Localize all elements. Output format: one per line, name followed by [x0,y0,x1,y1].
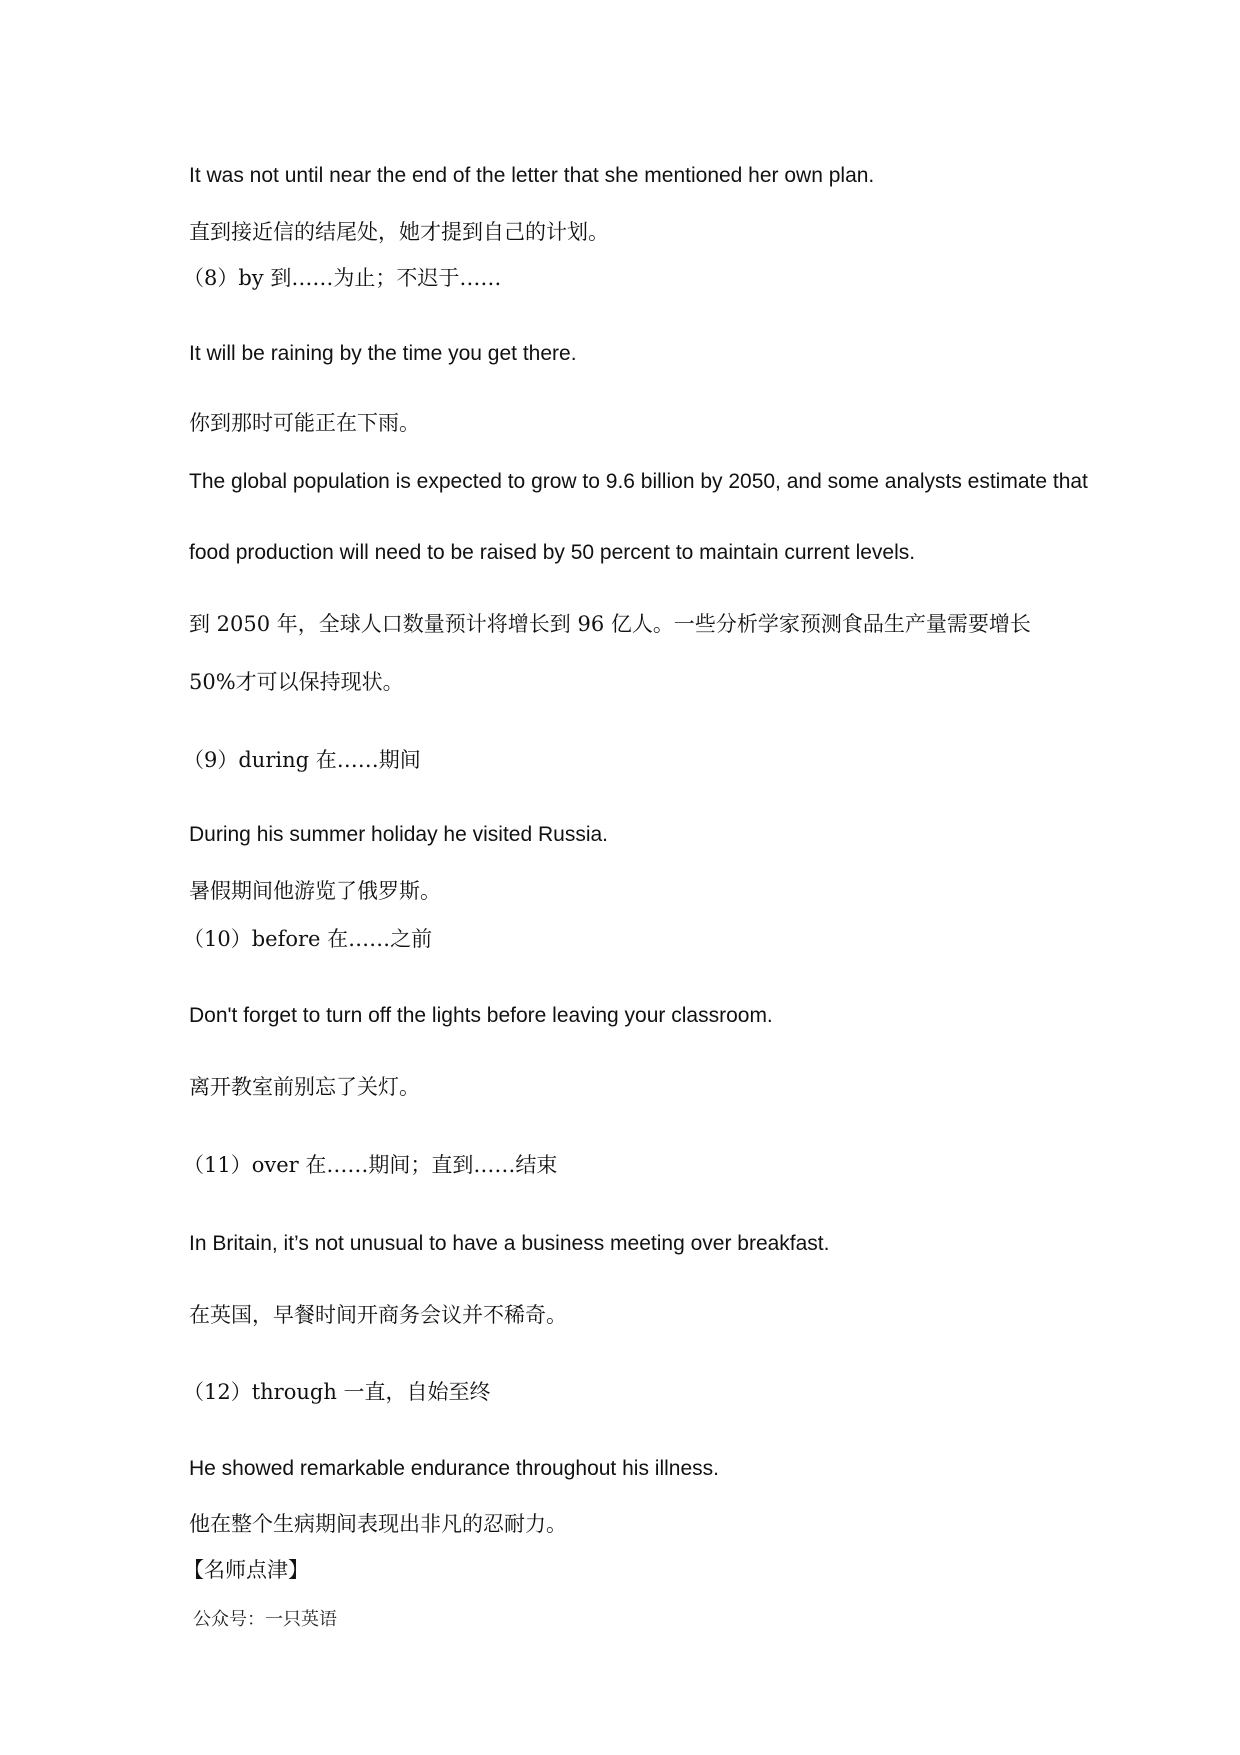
example-sentence-en-continued: food production will need to be raised by 50 percent to maintain current levels. [189,541,916,564]
subheading-over: （11）over 在……期间；直到……结束 [183,1153,558,1177]
example-translation-zh-continued: 50%才可以保持现状。 [189,670,404,694]
example-translation-zh: 在英国，早餐时间开商务会议并不稀奇。 [189,1303,567,1327]
example-sentence-en: In Britain, it’s not unusual to have a business meeting over breakfast. [189,1232,830,1255]
wechat-account-footer: 公众号：一只英语 [193,1609,337,1630]
example-sentence-en: It was not until near the end of the letter that she mentioned her own plan. [189,164,875,187]
example-translation-zh: 他在整个生病期间表现出非凡的忍耐力。 [189,1512,567,1536]
subheading-by: （8）by 到……为止；不迟于…… [183,266,502,290]
teacher-tips-heading: 【名师点津】 [183,1558,309,1582]
example-translation-zh: 离开教室前别忘了关灯。 [189,1075,420,1099]
example-translation-zh: 直到接近信的结尾处，她才提到自己的计划。 [189,220,609,244]
subheading-through: （12）through 一直，自始至终 [183,1380,491,1404]
example-sentence-en: The global population is expected to grow to 9.6 billion by 2050, and some analysts estimate that [189,470,1088,493]
example-sentence-en: He showed remarkable endurance throughout his illness. [189,1457,719,1480]
example-translation-zh: 到 2050 年，全球人口数量预计将增长到 96 亿人。一些分析学家预测食品生产量需要增长 [189,612,1031,636]
example-sentence-en: Don't forget to turn off the lights before leaving your classroom. [189,1004,773,1027]
example-translation-zh: 你到那时可能正在下雨。 [189,411,420,435]
example-sentence-en: During his summer holiday he visited Russia. [189,823,609,846]
subheading-during: （9）during 在……期间 [183,748,421,772]
example-sentence-en: It will be raining by the time you get there. [189,342,577,365]
example-translation-zh: 暑假期间他游览了俄罗斯。 [189,879,441,903]
subheading-before: （10）before 在……之前 [183,927,433,951]
